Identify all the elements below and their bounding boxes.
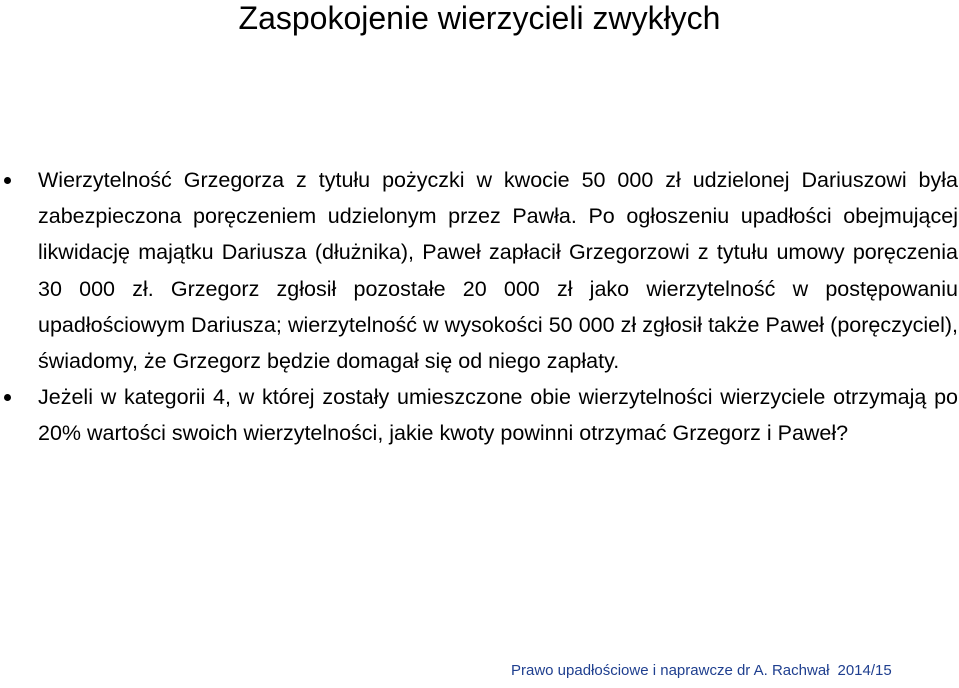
bullet-text: Wierzytelność Grzegorza z tytułu pożyczki w kwocie 50 000 zł udzielonej Dariuszowi była zabezpieczona poręczeniem udzielonym przez Pawła. Po ogłoszeniu upadłości obejmującej likwidację majątku Dariusza (dłużnika), Paweł zapłacił Grzegorzowi z tytułu umowy poręczenia 30 000 zł. Grzegorz zgłosił pozostałe 20 000 zł jako wierzytelność w postępowaniu upadłościowym Dariusza; wierzytelność w wysokości 50 000 zł zgłosił także Paweł (poręczyciel), świadomy, że Grzegorz będzie domagał się od niego zapłaty. xyxy=(38,168,958,374)
bullet-item xyxy=(0,162,958,379)
slide-title: Zaspokojenie wierzycieli zwykłych xyxy=(238,0,721,36)
bullet-dot-icon xyxy=(4,394,11,401)
footer-page: 2014/15 xyxy=(837,662,892,679)
bullet-list xyxy=(0,162,959,452)
bullet-text: Jeżeli w kategorii 4, w której zostały umieszczone obie wierzytelności wierzyciele otrzymają po 20% wartości swoich wierzytelności, jakie kwoty powinni otrzymać Grzegorz i Paweł? xyxy=(38,385,958,446)
bullet-dot-icon xyxy=(4,177,11,184)
footer-text: Prawo upadłościowe i naprawcze dr A. Rachwał xyxy=(511,662,830,679)
bullet-item xyxy=(0,379,958,451)
slide-footer xyxy=(511,661,951,681)
